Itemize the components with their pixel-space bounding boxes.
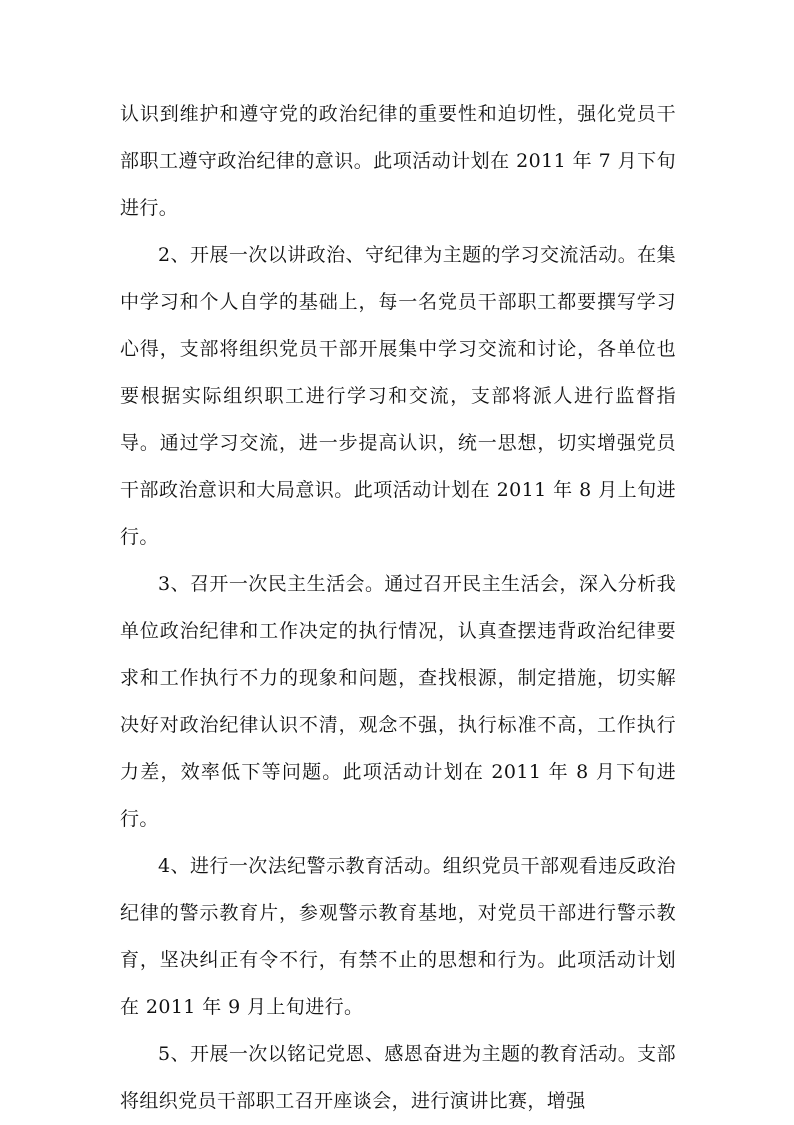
paragraph-item-5: 5、开展一次以铭记党恩、感恩奋进为主题的教育活动。支部将组织党员干部职工召开座谈会，进行演讲比赛，增强: [120, 1043, 676, 1112]
paragraph-item-2: 2、开展一次以讲政治、守纪律为主题的学习交流活动。在集中学习和个人自学的基础上，每一名党员干部职工都要撰写学习心得，支部将组织党员干部开展集中学习交流和讨论，各单位也要根据实际组织职工进行学习和交流，支部将派人进行监督指导。通过学习交流，进一步提高认识，统一思想，切实增强党员干部政治意识和大局意识。此项活动计划在 2011 年 8 月上旬进行。: [120, 244, 676, 548]
paragraph-item-4: 4、进行一次法纪警示教育活动。组织党员干部观看违反政治纪律的警示教育片，参观警示教育基地，对党员干部进行警示教育，坚决纠正有令不行，有禁不止的思想和行为。此项活动计划在 2011 年 9 月上旬进行。: [120, 855, 676, 1018]
document-body: [120, 91, 676, 1125]
paragraph-item-3: 3、召开一次民主生活会。通过召开民主生活会，深入分析我单位政治纪律和工作决定的执行情况，认真查摆违背政治纪律要求和工作执行不力的现象和问题，查找根源，制定措施，切实解决好对政治纪律认识不清，观念不强，执行标准不高，工作执行力差，效率低下等问题。此项活动计划在 2011 年 8 月下旬进行。: [120, 573, 676, 830]
paragraph-continuation: 认识到维护和遵守党的政治纪律的重要性和迫切性，强化党员干部职工遵守政治纪律的意识。此项活动计划在 2011 年 7 月下旬进行。: [120, 103, 676, 219]
